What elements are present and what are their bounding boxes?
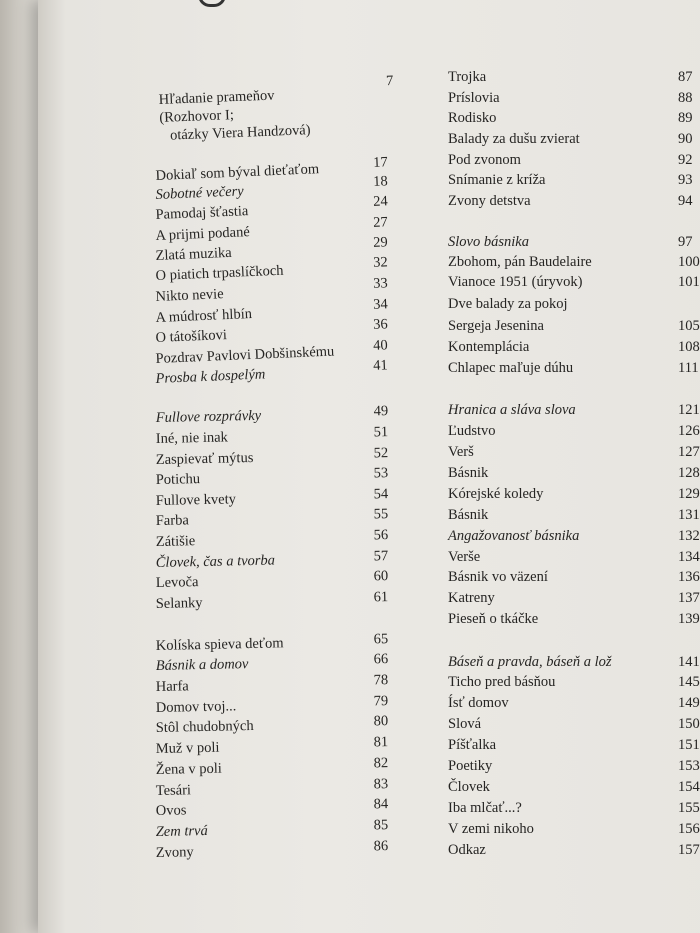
toc-entry-page: 61 — [373, 589, 389, 606]
toc-entry-page: 55 — [373, 506, 389, 523]
toc-entry-first-page: 7 — [385, 72, 394, 90]
toc-entry-title: A múdrosť hlbín — [155, 305, 253, 327]
toc-entry-title: Harfa — [155, 678, 189, 696]
toc-entry-page: 111 — [678, 360, 699, 376]
page-top-mark — [198, 0, 226, 7]
toc-entry-title: Zaspievať mýtus — [155, 449, 254, 469]
toc-entry-title: Dokiaľ som býval dieťaťom — [155, 161, 320, 185]
toc-entry — [448, 695, 700, 713]
toc-entry-title: Píšťalka — [448, 737, 497, 753]
toc-entry — [448, 90, 700, 108]
toc-entry-title: Tesári — [155, 782, 192, 800]
toc-entry — [448, 737, 700, 755]
toc-entry-page: 93 — [678, 172, 693, 188]
toc-entry-title: Básnik a domov — [155, 656, 249, 675]
toc-entry — [448, 423, 700, 441]
toc-entry-title: Ľudstvo — [448, 423, 496, 439]
toc-entry-page: 94 — [678, 193, 693, 209]
toc-entry-page: 57 — [373, 548, 389, 565]
toc-entry-title: Ovos — [155, 802, 187, 820]
toc-entry-page: 128 — [678, 465, 700, 481]
toc-entry-title: Kórejské koledy — [448, 486, 544, 502]
toc-entry-title: Rodisko — [448, 110, 497, 126]
toc-entry-title: Fullove rozprávky — [155, 407, 262, 427]
toc-entry-title: Človek — [448, 779, 490, 795]
toc-entry-page: 136 — [678, 569, 700, 585]
toc-entry-page: 78 — [373, 672, 389, 689]
toc-entry-title: Levoča — [155, 574, 199, 592]
toc-entry-title: Pozdrav Pavlovi Dobšinskému — [155, 343, 335, 368]
toc-entry-first-line-2: (Rozhovor I; — [159, 107, 235, 126]
toc-entry-page: 27 — [372, 214, 389, 231]
toc-entry-title: A prijmi podané — [155, 224, 251, 245]
toc-entry-page: 54 — [373, 486, 389, 503]
toc-entry-page: 145 — [678, 674, 700, 690]
toc-entry-title: Báseň a pravda, báseň a lož — [448, 654, 612, 670]
toc-entry-title: Odkaz — [448, 842, 486, 858]
book-gutter — [0, 0, 40, 933]
toc-entry-page: 53 — [373, 465, 389, 482]
toc-entry — [448, 821, 700, 839]
toc-entry-page: 89 — [678, 110, 693, 126]
toc-entry — [448, 110, 700, 128]
toc-entry-page: 126 — [678, 423, 700, 439]
toc-entry — [448, 69, 700, 87]
toc-entry-page: 52 — [373, 445, 389, 462]
toc-entry — [448, 274, 700, 292]
toc-entry-page: 97 — [678, 234, 693, 250]
toc-entry-title: Sergeja Jesenina — [448, 318, 544, 334]
toc-entry-title: Zem trvá — [155, 822, 208, 841]
toc-entry — [448, 402, 700, 420]
toc-entry — [448, 779, 700, 797]
toc-entry — [448, 528, 700, 546]
toc-entry-page: 153 — [678, 758, 700, 774]
toc-entry-title: Zátišie — [155, 533, 196, 551]
toc-entry-page: 141 — [678, 654, 700, 670]
toc-entry — [448, 611, 700, 629]
toc-entry-title: Ísť domov — [448, 695, 509, 711]
toc-entry-title: Iné, nie inak — [155, 429, 229, 448]
toc-entry-page: 85 — [373, 817, 389, 834]
toc-entry-page: 56 — [373, 527, 389, 544]
toc-entry — [448, 152, 700, 170]
toc-entry-title: Muž v poli — [155, 739, 220, 758]
toc-entry-page: 154 — [678, 779, 700, 795]
toc-entry — [448, 131, 700, 149]
toc-entry-page: 101 — [678, 274, 700, 290]
toc-entry-title: Stôl chudobných — [155, 717, 254, 737]
toc-entry-page: 100 — [678, 254, 700, 270]
toc-entry-page: 82 — [373, 755, 389, 772]
toc-entry-title: Snímanie z kríža — [448, 172, 546, 188]
toc-entry-title: Angažovanosť básnika — [448, 528, 580, 544]
toc-entry-title: Poetiky — [448, 758, 493, 774]
toc-entry-page: 49 — [373, 403, 389, 420]
toc-entry-page: 132 — [678, 528, 700, 544]
toc-entry — [448, 465, 700, 483]
toc-entry-title: Človek, čas a tvorba — [155, 552, 276, 572]
toc-entry-title: Iba mlčať...? — [448, 800, 522, 816]
toc-entry-title: Kontemplácia — [448, 339, 530, 355]
toc-entry-page: 83 — [373, 776, 389, 793]
toc-entry-page: 121 — [678, 402, 700, 418]
toc-entry — [448, 444, 700, 462]
toc-entry-title: Verše — [448, 549, 481, 565]
toc-entry-page: 81 — [373, 734, 389, 751]
toc-entry-page: 151 — [678, 737, 700, 753]
toc-entry — [448, 318, 700, 336]
toc-entry-page: 18 — [372, 173, 389, 190]
toc-entry-title: Básnik vo väzení — [448, 569, 548, 585]
toc-entry — [448, 296, 700, 314]
toc-entry-page: 156 — [678, 821, 700, 837]
toc-entry-page: 86 — [373, 838, 389, 855]
toc-entry-title: Farba — [155, 512, 189, 530]
toc-entry-title: Zlatá muzika — [155, 244, 232, 265]
toc-entry-title: Slovo básnika — [448, 234, 529, 250]
toc-entry-page: 66 — [373, 651, 389, 668]
toc-entry-page: 155 — [678, 800, 700, 816]
toc-entry — [448, 254, 700, 272]
toc-entry — [448, 569, 700, 587]
toc-entry-page: 127 — [678, 444, 700, 460]
toc-entry-title: Selanky — [155, 595, 203, 613]
toc-entry-page: 36 — [372, 316, 389, 333]
toc-entry-page: 88 — [678, 90, 693, 106]
toc-entry-title: Básnik — [448, 465, 489, 481]
toc-entry-title: Kolíska spieva deťom — [155, 635, 284, 655]
toc-entry-page: 129 — [678, 486, 700, 502]
toc-entry-title: Zvony — [155, 844, 194, 862]
toc-entry-page: 34 — [372, 296, 389, 313]
toc-entry — [448, 654, 700, 672]
toc-entry-title: Nikto nevie — [155, 286, 224, 306]
toc-entry-page: 139 — [678, 611, 700, 627]
toc-entry-title: O tátošíkovi — [155, 327, 228, 347]
toc-entry-page: 65 — [373, 631, 389, 648]
toc-entry — [448, 549, 700, 567]
toc-entry-title: Žena v poli — [155, 760, 222, 779]
toc-entry-title: V zemi nikoho — [448, 821, 534, 837]
toc-entry-page: 137 — [678, 590, 700, 606]
toc-entry — [448, 674, 700, 692]
toc-entry-title: Domov tvoj... — [155, 698, 237, 717]
toc-entry-title: Pieseň o tkáčke — [448, 611, 539, 627]
toc-entry-title: Prosba k dospelým — [155, 366, 266, 388]
toc-entry-title: Vianoce 1951 (úryvok) — [448, 274, 583, 290]
toc-entry-title: Hranica a sláva slova — [448, 402, 576, 418]
toc-entry-title: Sobotné večery — [155, 183, 245, 204]
toc-entry-title: Slová — [448, 716, 482, 732]
toc-entry-title: Trojka — [448, 69, 487, 85]
toc-entry — [448, 758, 700, 776]
toc-entry-title: Príslovia — [448, 90, 500, 106]
toc-entry — [448, 339, 700, 357]
toc-entry-title: Potichu — [155, 471, 201, 489]
toc-entry-page: 92 — [678, 152, 693, 168]
toc-entry-title: Balady za dušu zvierat — [448, 131, 580, 147]
toc-entry-title: Fullove kvety — [155, 491, 237, 510]
toc-entry — [448, 360, 700, 378]
toc-entry-page: 149 — [678, 695, 700, 711]
toc-entry-page: 84 — [373, 796, 389, 813]
toc-entry-page: 90 — [678, 131, 693, 147]
toc-entry-page: 41 — [372, 357, 389, 374]
toc-entry — [448, 842, 700, 860]
toc-entry-title: Pamodaj šťastia — [155, 203, 249, 224]
toc-entry-page: 105 — [678, 318, 700, 334]
toc-entry-page: 60 — [373, 568, 389, 585]
toc-entry-title: Zbohom, pán Baudelaire — [448, 254, 592, 270]
toc-entry-title: Básnik — [448, 507, 489, 523]
toc-entry-page: 51 — [373, 424, 389, 441]
toc-entry-page: 17 — [372, 154, 389, 171]
toc-entry-title: Ticho pred básňou — [448, 674, 556, 690]
toc-entry — [448, 507, 700, 525]
toc-entry-page: 79 — [373, 693, 389, 710]
toc-entry — [448, 486, 700, 504]
toc-entry-title: Katreny — [448, 590, 495, 606]
toc-entry-title: Pod zvonom — [448, 152, 521, 168]
toc-entry — [448, 172, 700, 190]
toc-entry — [448, 800, 700, 818]
toc-entry-title: Verš — [448, 444, 474, 460]
toc-entry-page: 40 — [372, 337, 389, 354]
toc-entry-page: 157 — [678, 842, 700, 858]
toc-entry-page: 80 — [373, 713, 389, 730]
toc-entry — [448, 716, 700, 734]
toc-entry-page: 24 — [372, 193, 389, 210]
toc-entry-first — [158, 73, 400, 142]
toc-entry — [448, 234, 700, 252]
toc-entry-title: Zvony detstva — [448, 193, 531, 209]
toc-entry-page: 108 — [678, 339, 700, 355]
toc-entry-page: 131 — [678, 507, 700, 523]
toc-entry-title: Dve balady za pokoj — [448, 296, 568, 312]
toc-entry-page: 134 — [678, 549, 700, 565]
toc-entry-page: 33 — [372, 275, 389, 292]
toc-entry-page: 29 — [372, 234, 389, 251]
toc-entry — [448, 590, 700, 608]
toc-entry-page: 32 — [372, 254, 389, 271]
toc-entry-first-line-1: Hľadanie prameňov — [158, 87, 275, 108]
toc-entry — [448, 193, 700, 211]
toc-entry-title: Chlapec maľuje dúhu — [448, 360, 574, 376]
toc-entry-title: O piatich trpaslíčkoch — [155, 262, 284, 285]
toc-entry-page: 87 — [678, 69, 693, 85]
toc-entry-first-line-3: otázky Viera Handzová) — [169, 122, 311, 144]
toc-entry-page: 150 — [678, 716, 700, 732]
